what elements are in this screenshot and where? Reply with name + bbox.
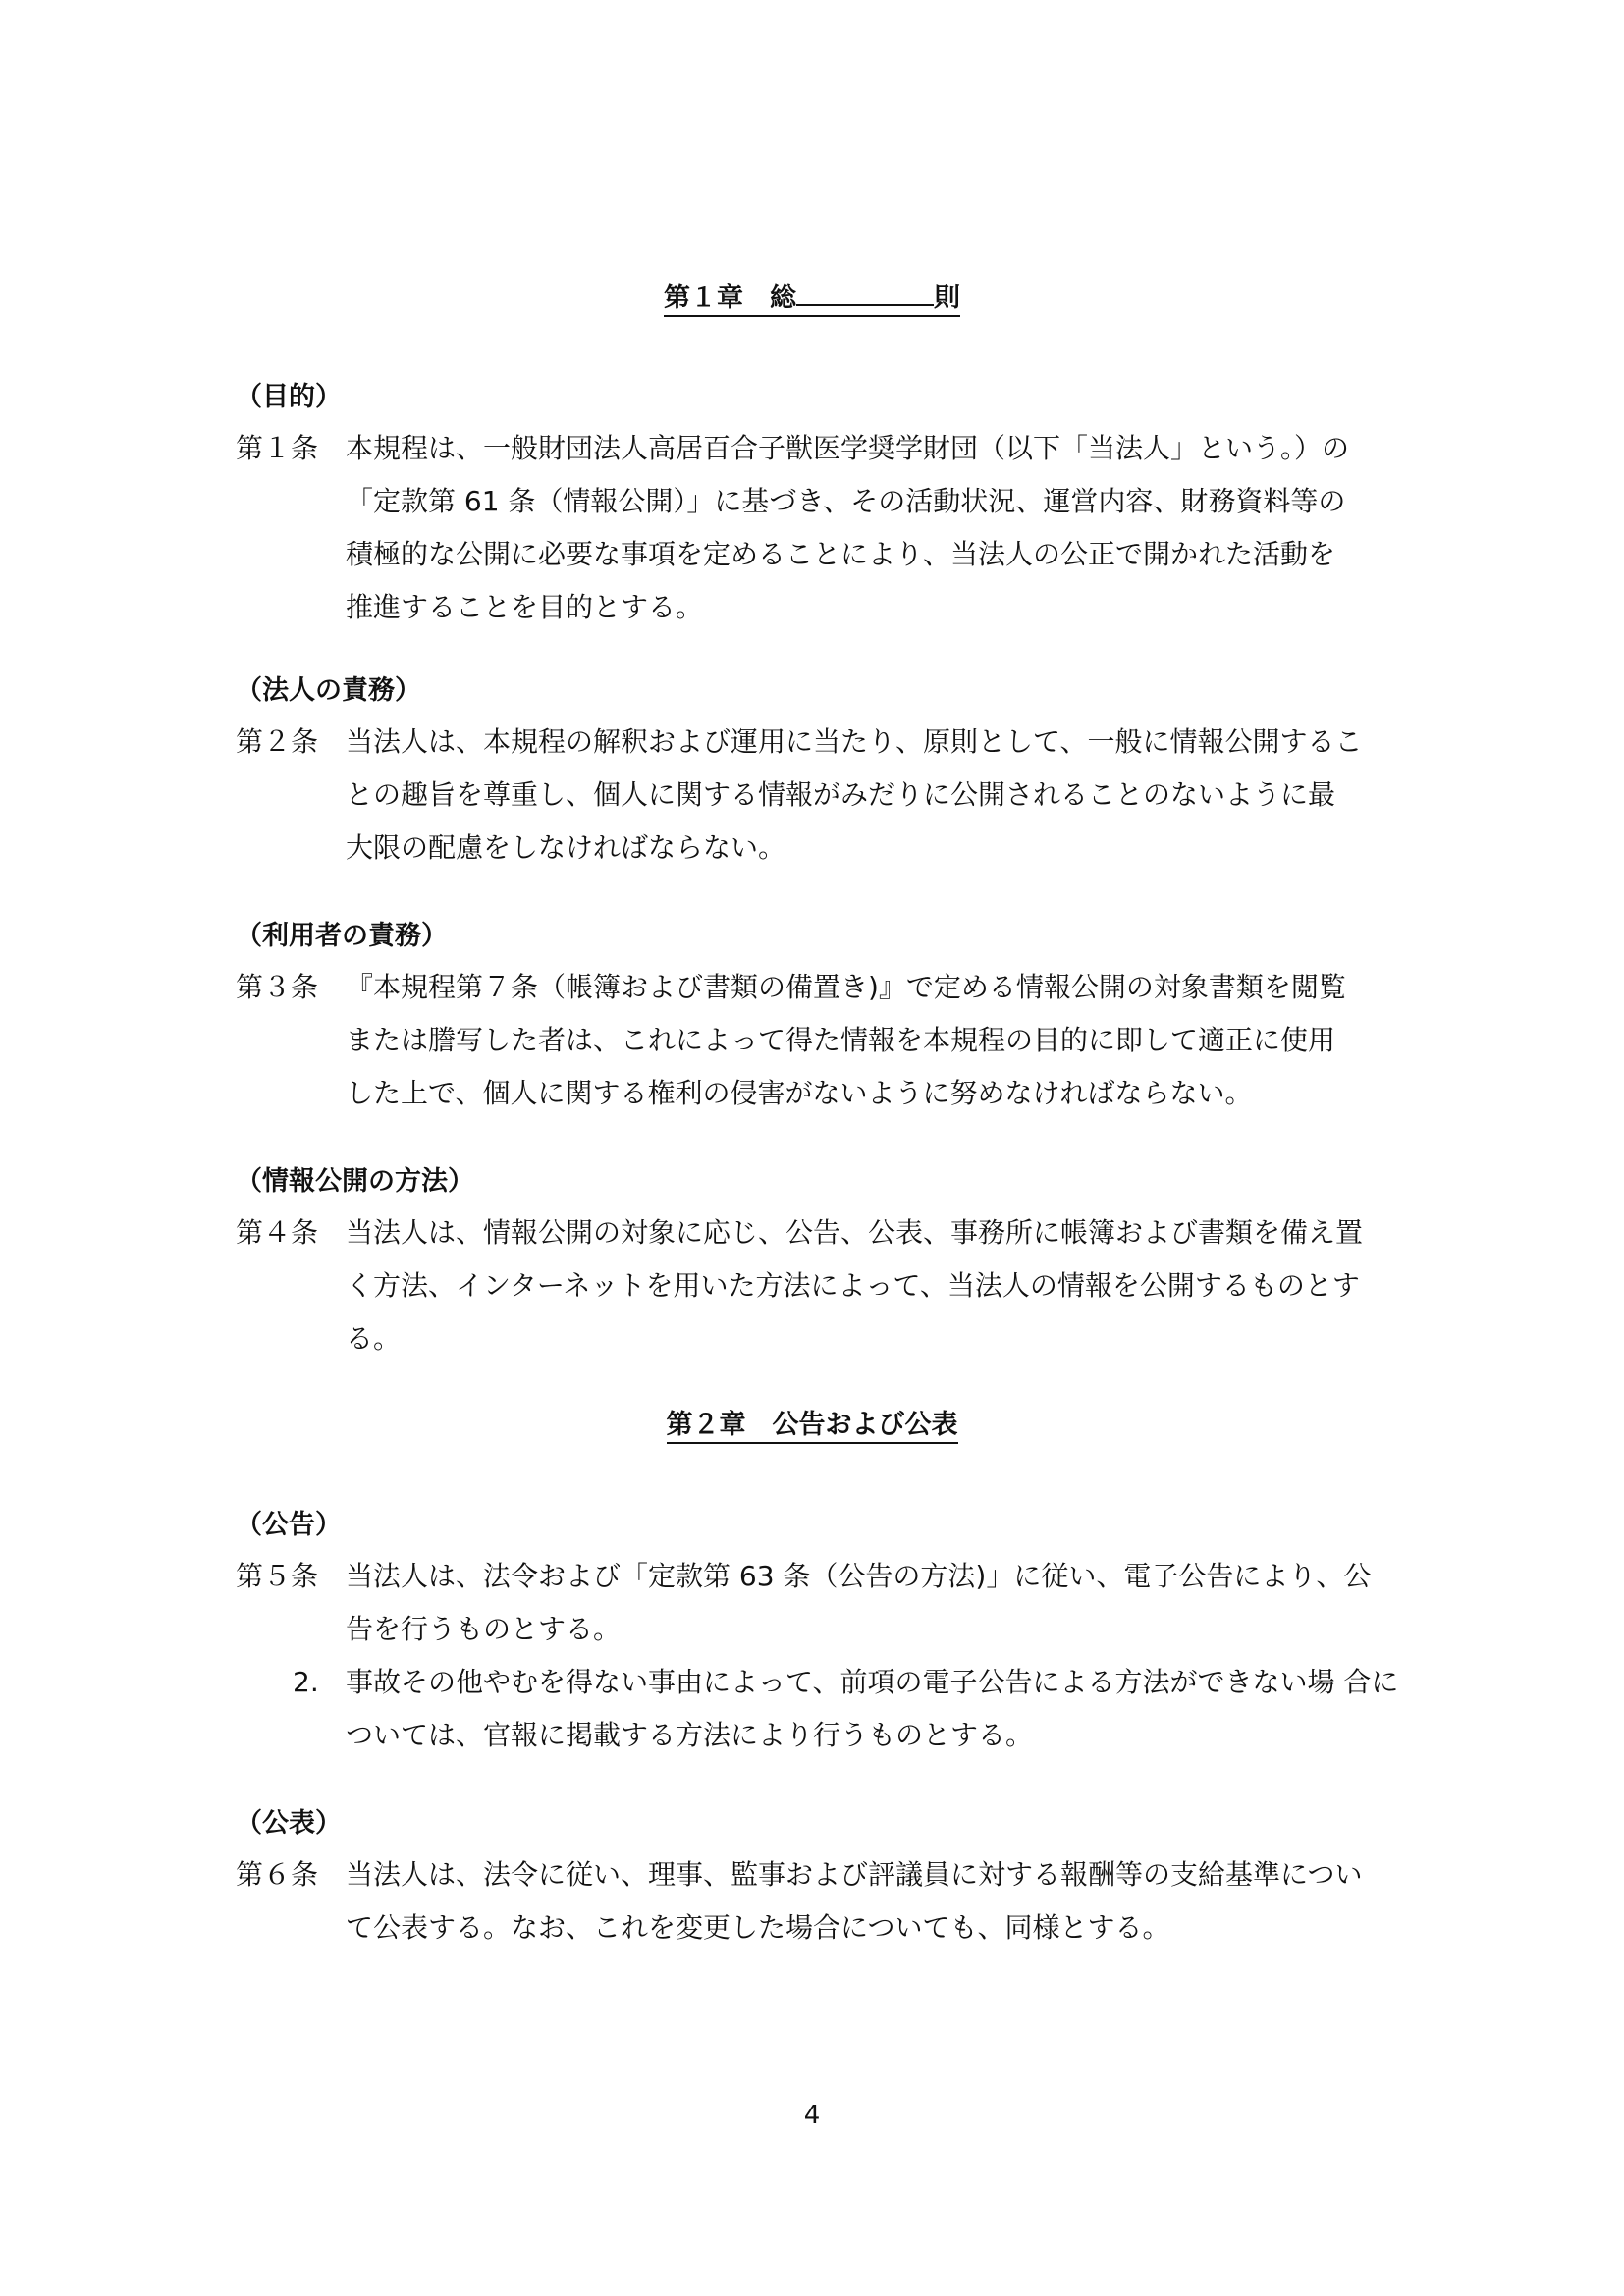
article-5-body xyxy=(346,1550,1409,1656)
article-5-line: 当法人は、法令および「定款第 63 条（公告の方法)」に従い、電子公告により、公 xyxy=(346,1560,1372,1592)
article-1-line: 推進することを目的とする。 xyxy=(346,591,704,623)
article-3-number: 第３条 xyxy=(236,971,319,1003)
article-4 xyxy=(236,1206,1409,1365)
article-3-line: した上で、個人に関する権利の侵害がないように努めなければならない。 xyxy=(346,1077,1253,1109)
article-6-line: て公表する。なお、これを変更した場合についても、同様とする。 xyxy=(346,1911,1170,1944)
article-5-heading: （公告） xyxy=(236,1510,342,1540)
article-5-paragraph-2-line: 事故その他やむを得ない事由によって、前項の電子公告による方法ができない場 xyxy=(346,1666,1335,1698)
article-4-body xyxy=(346,1206,1409,1365)
article-2-line: 当法人は、本規程の解釈および運用に当たり、原則として、一般に情報公開するこ xyxy=(346,725,1363,758)
article-1-body xyxy=(346,422,1409,634)
article-3 xyxy=(236,961,1409,1120)
article-1-line: 積極的な公開に必要な事項を定めることにより、当法人の公正で開かれた活動を xyxy=(346,538,1336,570)
article-1-number: 第１条 xyxy=(236,432,319,464)
article-3-line: または謄写した者は、これによって得た情報を本規程の目的に即して適正に使用 xyxy=(346,1024,1336,1056)
chapter-2-title-text: 第２章 公告および公表 xyxy=(667,1410,958,1444)
article-1 xyxy=(236,422,1409,634)
article-1-line: 本規程は、一般財団法人高居百合子獣医学奨学財団（以下「当法人」という。）の xyxy=(346,432,1350,464)
article-6-number: 第６条 xyxy=(236,1858,319,1891)
article-4-line: 当法人は、情報公開の対象に応じ、公告、公表、事務所に帳簿および書類を備え置 xyxy=(346,1216,1364,1249)
article-5-line: 告を行うものとする。 xyxy=(346,1613,622,1645)
article-5-number: 第５条 xyxy=(236,1560,319,1592)
article-6 xyxy=(236,1848,1409,1954)
article-1-line: 「定款第 61 条（情報公開）」に基づき、その活動状況、運営内容、財務資料等の xyxy=(346,485,1346,517)
chapter-1-title-a: 第１章 総 xyxy=(664,283,796,317)
article-6-line: 当法人は、法令に従い、理事、監事および評議員に対する報酬等の支給基準につい xyxy=(346,1858,1363,1891)
article-2-line: 大限の配慮をしなければならない。 xyxy=(346,831,786,864)
article-2-line: との趣旨を尊重し、個人に関する情報がみだりに公開されることのないように最 xyxy=(346,778,1336,811)
article-3-body xyxy=(346,961,1409,1120)
article-5-paragraph-2-number: 2. xyxy=(293,1666,319,1698)
article-3-heading: （利用者の責務） xyxy=(236,921,448,951)
article-1-heading: （目的） xyxy=(236,382,342,412)
article-5-paragraph-2-body xyxy=(346,1656,1409,1762)
article-6-body xyxy=(346,1848,1409,1954)
article-2 xyxy=(236,716,1409,875)
article-3-line: 『本規程第７条（帳簿および書類の備置き)』で定める情報公開の対象書類を閲覧 xyxy=(346,971,1346,1003)
article-4-number: 第４条 xyxy=(236,1216,319,1249)
article-2-number: 第２条 xyxy=(236,725,319,758)
article-5-paragraph-2 xyxy=(236,1656,1409,1762)
article-4-line: る。 xyxy=(346,1322,402,1355)
chapter-1-title-b: 則 xyxy=(934,283,960,317)
chapter-2-title xyxy=(0,1406,1624,1445)
article-5 xyxy=(236,1550,1409,1656)
chapter-1-title xyxy=(0,279,1624,318)
article-2-heading: （法人の責務） xyxy=(236,675,421,706)
article-4-line: く方法、インターネットを用いた方法によって、当法人の情報を公開するものとす xyxy=(346,1269,1360,1302)
page-number: 4 xyxy=(803,2101,821,2130)
article-4-heading: （情報公開の方法） xyxy=(236,1166,474,1197)
article-6-heading: （公表） xyxy=(236,1808,342,1839)
article-2-body xyxy=(346,716,1409,875)
article-5-paragraph-2-line: 合については、官報に掲載する方法により行うものとする。 xyxy=(346,1666,1399,1751)
